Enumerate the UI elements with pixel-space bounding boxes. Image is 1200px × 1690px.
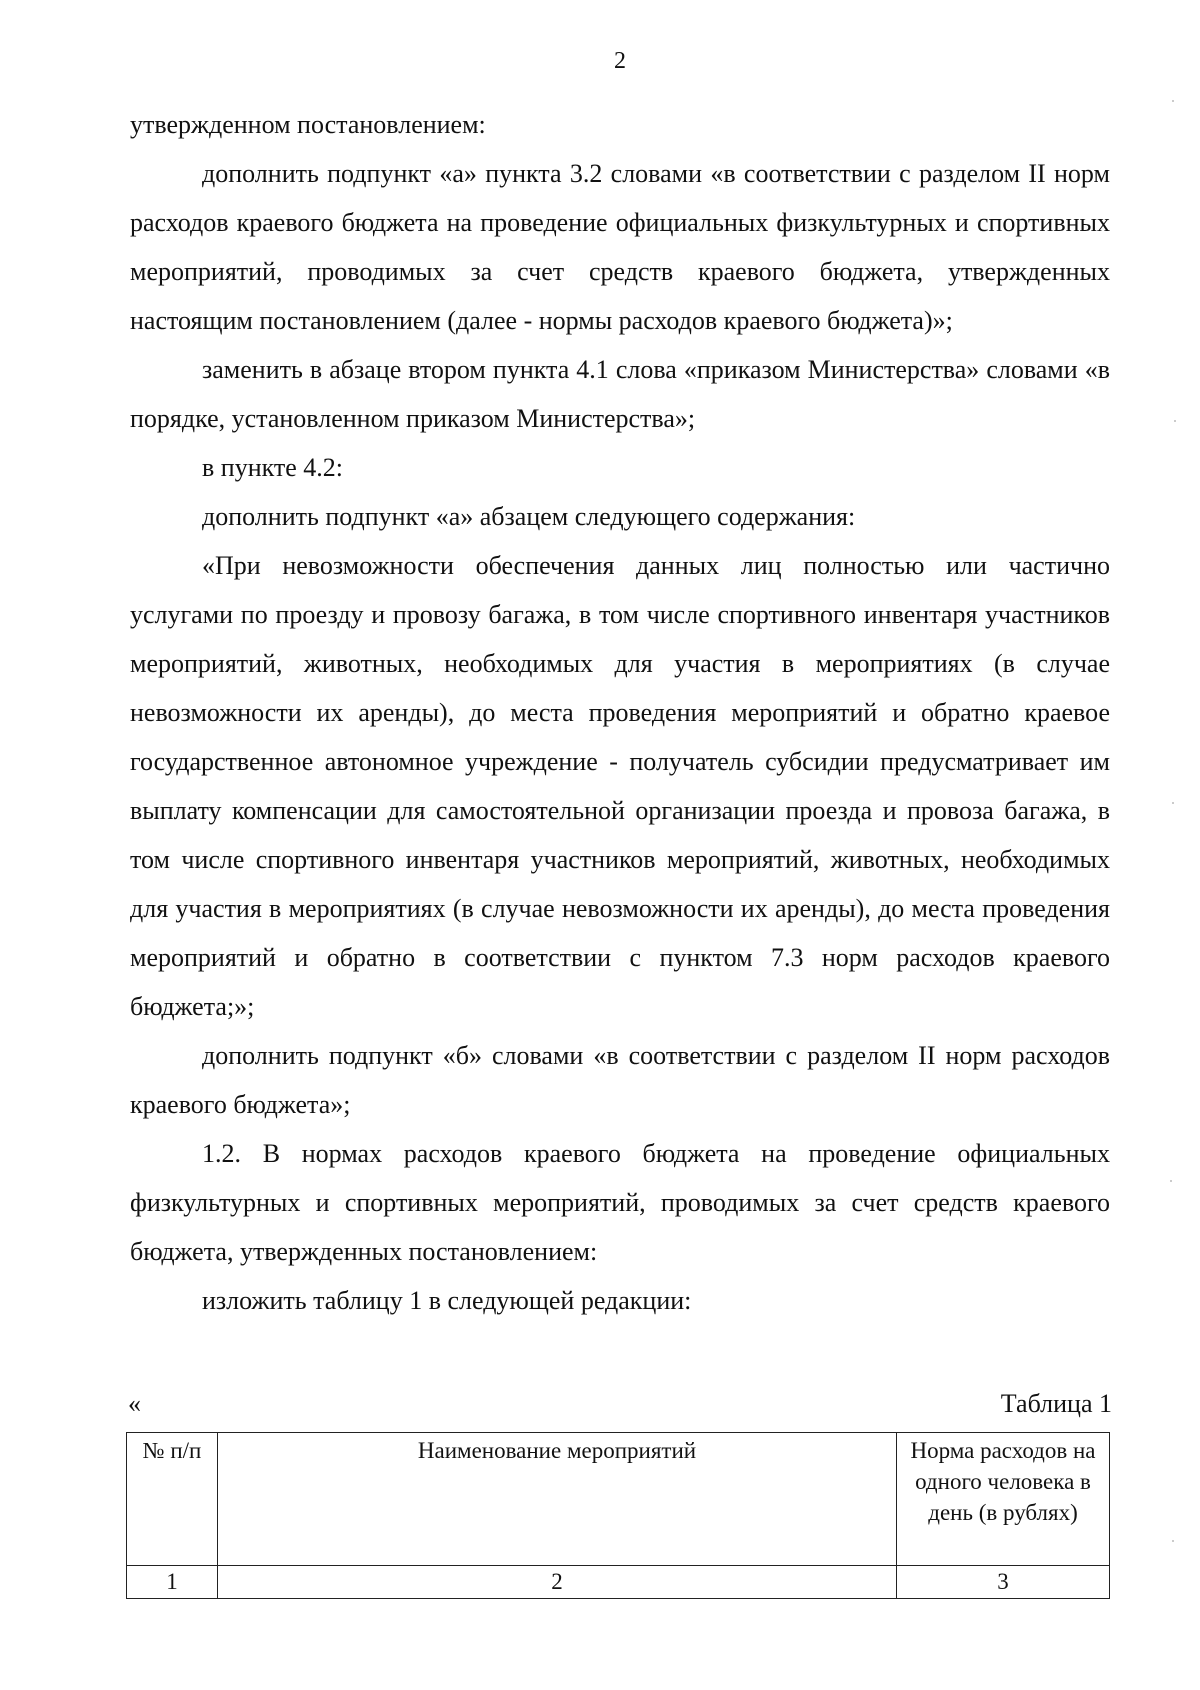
header-number: № п/п <box>127 1433 218 1566</box>
opening-quote: « <box>128 1389 141 1418</box>
paragraph: изложить таблицу 1 в следующей редакции: <box>202 1286 692 1315</box>
paragraph: 1.2. В нормах расходов краевого бюджета на проведение официальных физкультурных и спортивных мероприятий, проводимых за счет средств краевого бюджета, утвержденных постановлением: <box>130 1139 1110 1266</box>
paragraph: утвержденном постановлением: <box>130 110 486 139</box>
scan-speck <box>1172 802 1174 804</box>
paragraph: дополнить подпункт «а» абзацем следующего содержания: <box>202 502 856 531</box>
column-number-cell: 2 <box>218 1566 897 1599</box>
column-number-cell: 3 <box>897 1566 1110 1599</box>
paragraph: дополнить подпункт «б» словами «в соответствии с разделом II норм расходов краевого бюджета»; <box>130 1041 1110 1119</box>
paragraph: «При невозможности обеспечения данных лиц полностью или частично услугами по проезду и провозу багажа, в том числе спортивного инвентаря участников мероприятий, животных, необходимых для участия в мероприятиях (в случае невозможности их аренды), до места проведения мероприятий и обратно краевое государственное автономное учреждение - получатель субсидии предусматривает им выплату компенсации для самостоятельной организации проезда и провоза багажа, в том числе спортивного инвентаря участников мероприятий, животных, необходимых для участия в мероприятиях (в случае невозможности их аренды), до места проведения мероприятий и обратно в соответствии с пунктом 7.3 норм расходов краевого бюджета;»; <box>130 551 1110 1021</box>
paragraph: в пункте 4.2: <box>202 453 344 482</box>
scan-speck <box>1174 420 1176 422</box>
table-heading <box>128 1384 1112 1424</box>
table-caption: Таблица 1 <box>1000 1389 1112 1418</box>
page-number: 2 <box>614 48 626 74</box>
table-row <box>127 1566 1110 1599</box>
header-expense-norm: Норма расходов на одного человека в день (в рублях) <box>897 1433 1110 1566</box>
table-header-row <box>127 1433 1110 1566</box>
paragraph: дополнить подпункт «а» пункта 3.2 словами «в соответствии с разделом II норм расходов краевого бюджета на проведение официальных физкультурных и спортивных мероприятий, проводимых за счет средств краевого бюджета, утвержденных настоящим постановлением (далее - нормы расходов краевого бюджета)»; <box>130 159 1110 335</box>
column-number-cell: 1 <box>127 1566 218 1599</box>
scan-speck <box>1172 100 1174 102</box>
scan-speck <box>1172 1540 1174 1542</box>
norms-table <box>126 1432 1110 1599</box>
document-body <box>130 100 1110 1325</box>
header-event-name: Наименование мероприятий <box>218 1433 897 1566</box>
paragraph: заменить в абзаце втором пункта 4.1 слова «приказом Министерства» словами «в порядке, установленном приказом Министерства»; <box>130 355 1110 433</box>
scan-speck <box>1170 1180 1172 1182</box>
